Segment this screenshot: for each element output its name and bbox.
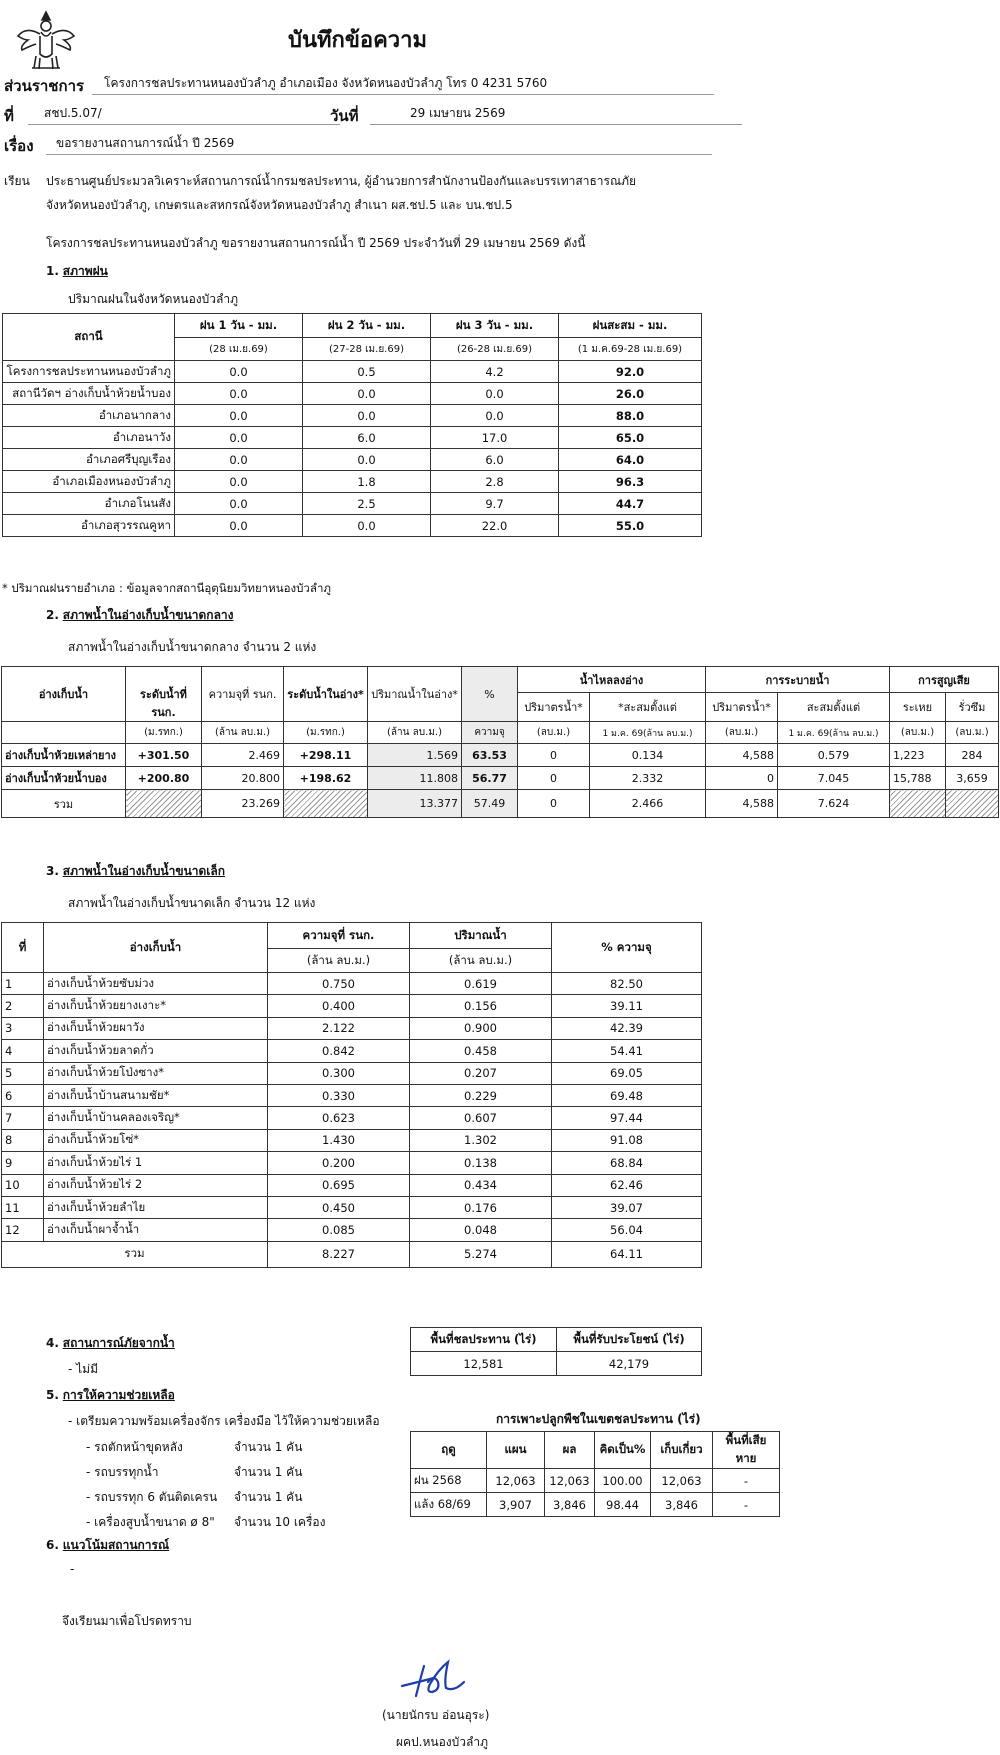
table-cell: อำเภอนากลาง bbox=[3, 405, 175, 427]
table-cell: +298.11 bbox=[284, 744, 368, 767]
table-cell: 6.0 bbox=[303, 427, 431, 449]
th-out-acc: สะสมตั้งแต่ bbox=[778, 693, 890, 722]
table-cell: 9 bbox=[2, 1152, 44, 1174]
th-small-no: ที่ bbox=[2, 923, 44, 973]
table-cell: 0.085 bbox=[268, 1219, 410, 1241]
med-total-out-acc: 7.624 bbox=[778, 790, 890, 818]
table-cell: 15,788 bbox=[890, 767, 946, 790]
table-cell: 69.05 bbox=[552, 1062, 702, 1084]
table-cell: 0.0 bbox=[431, 405, 559, 427]
table-cell: 0.0 bbox=[175, 383, 303, 405]
table-row bbox=[2, 1174, 702, 1196]
table-cell: 2.8 bbox=[431, 471, 559, 493]
table-cell: 65.0 bbox=[559, 427, 702, 449]
table-cell: 1,223 bbox=[890, 744, 946, 767]
table-cell: อ่างเก็บน้ำห้วยลำไย bbox=[44, 1196, 268, 1218]
intro-text: โครงการชลประทานหนองบัวลำภู ขอรายงานสถานการณ์น้ำ ปี 2569 ประจำวันที่ 29 เมษายน 2569 ดังนี้ bbox=[46, 236, 586, 250]
section-3-heading: 3. สภาพน้ำในอ่างเก็บน้ำขนาดเล็ก bbox=[46, 864, 226, 878]
section-2-sub: สภาพน้ำในอ่างเก็บน้ำขนาดกลาง จำนวน 2 แห่ง bbox=[68, 640, 317, 654]
table-cell: 0.450 bbox=[268, 1196, 410, 1218]
th-in-q: ปริมาตรน้ำ* bbox=[518, 693, 590, 722]
th-in-q-unit: (ลบ.ม.) bbox=[518, 722, 590, 744]
table-cell: +200.80 bbox=[126, 767, 202, 790]
table-row bbox=[3, 493, 702, 515]
subject-value: ขอรายงานสถานการณ์น้ำ ปี 2569 bbox=[46, 134, 712, 155]
table-cell: 3,659 bbox=[946, 767, 999, 790]
th-lvl: ระดับน้ำที่ รนก. bbox=[126, 667, 202, 722]
section-4-item: - ไม่มี bbox=[68, 1362, 98, 1376]
table-cell: - bbox=[713, 1469, 780, 1493]
table-cell: 0.579 bbox=[778, 744, 890, 767]
th-r3: ฝน 3 วัน - มม. bbox=[431, 314, 559, 338]
table-cell: 9.7 bbox=[431, 493, 559, 515]
th-pct-unit: ความจุ bbox=[462, 722, 518, 744]
table-cell: 3,907 bbox=[487, 1493, 545, 1517]
table-cell: 4,588 bbox=[706, 744, 778, 767]
th-small-cap-unit: (ล้าน ลบ.ม.) bbox=[268, 949, 410, 973]
table-cell: อ่างเก็บน้ำผาจ้ำน้ำ bbox=[44, 1219, 268, 1241]
med-total-label: รวม bbox=[2, 790, 126, 818]
table-row bbox=[3, 515, 702, 537]
aid-item-name: - เครื่องสูบน้ำขนาด ø 8" bbox=[86, 1515, 215, 1529]
table-row bbox=[3, 449, 702, 471]
table-cell: 7.045 bbox=[778, 767, 890, 790]
table-cell: 0.900 bbox=[410, 1017, 552, 1039]
table-cell: 55.0 bbox=[559, 515, 702, 537]
table-cell: 63.53 bbox=[462, 744, 518, 767]
table-cell: แล้ง 68/69 bbox=[411, 1493, 487, 1517]
table-row bbox=[2, 1129, 702, 1151]
table-cell: อ่างเก็บน้ำห้วยผาวัง bbox=[44, 1017, 268, 1039]
th-lvl-unit: (ม.รทก.) bbox=[126, 722, 202, 744]
table-row bbox=[2, 995, 702, 1017]
table-cell: อำเภอศรีบุญเรือง bbox=[3, 449, 175, 471]
table-cell: อ่างเก็บน้ำห้วยไร่ 1 bbox=[44, 1152, 268, 1174]
table-cell: 20.800 bbox=[202, 767, 284, 790]
th-station: สถานี bbox=[3, 314, 175, 361]
table-cell: 5 bbox=[2, 1062, 44, 1084]
table-cell: 0.0 bbox=[175, 361, 303, 383]
ref-value: สชป.5.07/ bbox=[28, 104, 340, 125]
table-cell: อ่างเก็บน้ำห้วยไร่ 2 bbox=[44, 1174, 268, 1196]
table-cell: 0.695 bbox=[268, 1174, 410, 1196]
th-harvest: เก็บเกี่ยว bbox=[651, 1432, 713, 1469]
table-cell: อ่างเก็บน้ำห้วยโซ่* bbox=[44, 1129, 268, 1151]
table-row bbox=[2, 1017, 702, 1039]
section-6-item: - bbox=[70, 1562, 75, 1576]
table-cell: สถานีวัดฯ อ่างเก็บน้ำห้วยน้ำบอง bbox=[3, 383, 175, 405]
table-row bbox=[2, 1084, 702, 1106]
table-cell: 7 bbox=[2, 1107, 44, 1129]
table-cell: โครงการชลประทานหนองบัวลำภู bbox=[3, 361, 175, 383]
th-out-acc-unit: 1 ม.ค. 69(ล้าน ลบ.ม.) bbox=[778, 722, 890, 744]
th-vol: ปริมาณน้ำในอ่าง* bbox=[368, 667, 462, 722]
section-3-sub: สภาพน้ำในอ่างเก็บน้ำขนาดเล็ก จำนวน 12 แห่ง bbox=[68, 896, 316, 910]
table-cell: 0.619 bbox=[410, 973, 552, 995]
th-area-benefit: พื้นที่รับประโยชน์ (ไร่) bbox=[557, 1328, 702, 1352]
table-cell: 0.0 bbox=[303, 449, 431, 471]
medium-reservoir-table bbox=[1, 666, 999, 818]
table-cell: 0.207 bbox=[410, 1062, 552, 1084]
table-cell: 0.0 bbox=[303, 405, 431, 427]
table-row bbox=[3, 471, 702, 493]
aid-item-qty: จำนวน 10 เครื่อง bbox=[234, 1515, 326, 1529]
table-cell: อำเภอสุวรรณคูหา bbox=[3, 515, 175, 537]
aid-item-qty: จำนวน 1 คัน bbox=[234, 1440, 303, 1454]
th-cap: ความจุที่ รนก. bbox=[202, 667, 284, 722]
th-seep: รั่วซึม bbox=[946, 693, 999, 722]
th-in-acc: *สะสมตั้งแต่ bbox=[590, 693, 706, 722]
table-cell: 0.0 bbox=[175, 449, 303, 471]
section-6-heading: 6. แนวโน้มสถานการณ์ bbox=[46, 1538, 170, 1552]
table-cell: อำเภอนาวัง bbox=[3, 427, 175, 449]
th-r3-date: (26-28 เม.ย.69) bbox=[431, 338, 559, 361]
th-evap: ระเหย bbox=[890, 693, 946, 722]
table-cell: 92.0 bbox=[559, 361, 702, 383]
table-row bbox=[2, 1196, 702, 1218]
dept-value: โครงการชลประทานหนองบัวลำภู อำเภอเมือง จังหวัดหนองบัวลำภู โทร 0 4231 5760 bbox=[92, 74, 714, 95]
th-vol-unit: (ล้าน ลบ.ม.) bbox=[368, 722, 462, 744]
table-row bbox=[3, 427, 702, 449]
table-cell: 44.7 bbox=[559, 493, 702, 515]
table-cell: 11.808 bbox=[368, 767, 462, 790]
table-cell: 6 bbox=[2, 1084, 44, 1106]
signature-icon bbox=[398, 1652, 472, 1706]
memo-title: บันทึกข้อความ bbox=[288, 28, 428, 53]
aid-item-qty: จำนวน 1 คัน bbox=[234, 1465, 303, 1479]
signer-name: (นายนักรบ อ่อนอุระ) bbox=[382, 1708, 490, 1722]
table-cell: 1.569 bbox=[368, 744, 462, 767]
table-cell: 0.0 bbox=[175, 493, 303, 515]
table-cell: 0.750 bbox=[268, 973, 410, 995]
table-cell: 4.2 bbox=[431, 361, 559, 383]
table-row bbox=[411, 1469, 780, 1493]
th-res: อ่างเก็บน้ำ bbox=[2, 667, 126, 722]
th-r1: ฝน 1 วัน - มม. bbox=[175, 314, 303, 338]
aid-item-name: - รถตักหน้าขุดหลัง bbox=[86, 1440, 183, 1454]
table-cell: 54.41 bbox=[552, 1040, 702, 1062]
th-r2: ฝน 2 วัน - มม. bbox=[303, 314, 431, 338]
table-row bbox=[411, 1493, 780, 1517]
small-total-vol: 5.274 bbox=[410, 1241, 552, 1267]
table-cell: 0 bbox=[518, 767, 590, 790]
med-total-in-acc: 2.466 bbox=[590, 790, 706, 818]
table-cell: 0.176 bbox=[410, 1196, 552, 1218]
th-damage: พื้นที่เสียหาย bbox=[713, 1432, 780, 1469]
th-cap-unit: (ล้าน ลบ.ม.) bbox=[202, 722, 284, 744]
table-cell: อ่างเก็บน้ำบ้านสนามชัย* bbox=[44, 1084, 268, 1106]
table-cell: 0.607 bbox=[410, 1107, 552, 1129]
th-result: ผล bbox=[545, 1432, 595, 1469]
subject-label: เรื่อง bbox=[4, 137, 34, 155]
date-value: 29 เมษายน 2569 bbox=[370, 104, 742, 125]
th-inflow: น้ำไหลลงอ่าง bbox=[518, 667, 706, 693]
to-label: เรียน bbox=[4, 174, 30, 188]
table-cell: 1.8 bbox=[303, 471, 431, 493]
th-cur: ระดับน้ำในอ่าง* bbox=[284, 667, 368, 722]
table-cell: 100.00 bbox=[595, 1469, 651, 1493]
signer-title: ผคป.หนองบัวลำภู bbox=[396, 1735, 489, 1749]
table-cell: 0.134 bbox=[590, 744, 706, 767]
table-cell: 82.50 bbox=[552, 973, 702, 995]
table-row bbox=[2, 1219, 702, 1241]
rainfall-note: * ปริมาณฝนรายอำเภอ : ข้อมูลจากสถานีอุตุนิยมวิทยาหนองบัวลำภู bbox=[2, 581, 331, 595]
th-release: การระบายน้ำ bbox=[706, 667, 890, 693]
table-cell: 0.0 bbox=[431, 383, 559, 405]
th-acc-date: (1 ม.ค.69-28 เม.ย.69) bbox=[559, 338, 702, 361]
table-row bbox=[2, 744, 999, 767]
table-cell: 284 bbox=[946, 744, 999, 767]
table-row bbox=[2, 767, 999, 790]
th-small-vol: ปริมาณน้ำ bbox=[410, 923, 552, 949]
table-cell: 0.0 bbox=[175, 471, 303, 493]
table-cell: 2.5 bbox=[303, 493, 431, 515]
th-out-q-unit: (ลบ.ม.) bbox=[706, 722, 778, 744]
th-r1-date: (28 เม.ย.69) bbox=[175, 338, 303, 361]
med-total-out-q: 4,588 bbox=[706, 790, 778, 818]
th-out-q: ปริมาตรน้ำ* bbox=[706, 693, 778, 722]
table-cell: 64.0 bbox=[559, 449, 702, 471]
table-cell: 3,846 bbox=[545, 1493, 595, 1517]
ref-label: ที่ bbox=[4, 107, 14, 125]
table-cell: 6.0 bbox=[431, 449, 559, 471]
table-row bbox=[2, 1152, 702, 1174]
table-row bbox=[2, 1107, 702, 1129]
area-benefit-value: 42,179 bbox=[557, 1352, 702, 1376]
table-row bbox=[2, 1040, 702, 1062]
table-cell: 56.77 bbox=[462, 767, 518, 790]
table-cell: อ่างเก็บน้ำห้วยซับม่วง bbox=[44, 973, 268, 995]
garuda-emblem-icon bbox=[14, 6, 78, 72]
table-cell: 97.44 bbox=[552, 1107, 702, 1129]
th-loss: การสูญเสีย bbox=[890, 667, 999, 693]
table-cell: อำเภอเมืองหนองบัวลำภู bbox=[3, 471, 175, 493]
table-cell: 91.08 bbox=[552, 1129, 702, 1151]
table-cell: ฝน 2568 bbox=[411, 1469, 487, 1493]
table-cell: 10 bbox=[2, 1174, 44, 1196]
table-cell: 12,063 bbox=[545, 1469, 595, 1493]
table-cell: 2.122 bbox=[268, 1017, 410, 1039]
small-total-pct: 64.11 bbox=[552, 1241, 702, 1267]
table-cell: 2.332 bbox=[590, 767, 706, 790]
med-total-pct: 57.49 bbox=[462, 790, 518, 818]
aid-item-qty: จำนวน 1 คัน bbox=[234, 1490, 303, 1504]
table-cell: 2 bbox=[2, 995, 44, 1017]
table-cell: 0.048 bbox=[410, 1219, 552, 1241]
th-area-irrigated: พื้นที่ชลประทาน (ไร่) bbox=[411, 1328, 557, 1352]
table-cell: 0 bbox=[706, 767, 778, 790]
table-cell: 0.138 bbox=[410, 1152, 552, 1174]
table-cell: 12 bbox=[2, 1219, 44, 1241]
table-cell: 0.5 bbox=[303, 361, 431, 383]
table-cell: 12,063 bbox=[487, 1469, 545, 1493]
table-cell: 0.400 bbox=[268, 995, 410, 1017]
table-cell: 0.0 bbox=[175, 515, 303, 537]
area-irrigated-value: 12,581 bbox=[411, 1352, 557, 1376]
to-line-2: จังหวัดหนองบัวลำภู, เกษตรและสหกรณ์จังหวัดหนองบัวลำภู สำเนา ผส.ชป.5 และ บน.ชป.5 bbox=[46, 198, 513, 212]
table-cell: 0.0 bbox=[175, 405, 303, 427]
th-small-cap: ความจุที่ รนก. bbox=[268, 923, 410, 949]
table-cell: 0.156 bbox=[410, 995, 552, 1017]
section-4-heading: 4. สถานการณ์ภัยจากน้ำ bbox=[46, 1336, 175, 1350]
table-cell: 96.3 bbox=[559, 471, 702, 493]
table-cell: 0.434 bbox=[410, 1174, 552, 1196]
table-cell: 0.330 bbox=[268, 1084, 410, 1106]
table-cell: 0.200 bbox=[268, 1152, 410, 1174]
aid-item-name: - รถบรรทุก 6 ตันติดเครน bbox=[86, 1490, 218, 1504]
crop-table bbox=[410, 1431, 780, 1517]
th-r2-date: (27-28 เม.ย.69) bbox=[303, 338, 431, 361]
table-row bbox=[3, 383, 702, 405]
med-total-vol: 13.377 bbox=[368, 790, 462, 818]
table-cell: 56.04 bbox=[552, 1219, 702, 1241]
table-cell: 1 bbox=[2, 973, 44, 995]
th-in-acc-unit: 1 ม.ค. 69(ล้าน ลบ.ม.) bbox=[590, 722, 706, 744]
table-cell: 3 bbox=[2, 1017, 44, 1039]
table-cell: +198.62 bbox=[284, 767, 368, 790]
table-cell: 0.0 bbox=[303, 383, 431, 405]
closing-text: จึงเรียนมาเพื่อโปรดทราบ bbox=[62, 1614, 192, 1628]
table-cell: 0.458 bbox=[410, 1040, 552, 1062]
th-acc: ฝนสะสม - มม. bbox=[559, 314, 702, 338]
table-cell: 26.0 bbox=[559, 383, 702, 405]
table-cell: 3,846 bbox=[651, 1493, 713, 1517]
table-cell: 62.46 bbox=[552, 1174, 702, 1196]
table-cell: 0.300 bbox=[268, 1062, 410, 1084]
table-cell: - bbox=[713, 1493, 780, 1517]
th-plan: แผน bbox=[487, 1432, 545, 1469]
date-label: วันที่ bbox=[330, 107, 359, 125]
table-cell: +301.50 bbox=[126, 744, 202, 767]
th-pct: % bbox=[462, 667, 518, 722]
med-total-cap: 23.269 bbox=[202, 790, 284, 818]
table-cell: 68.84 bbox=[552, 1152, 702, 1174]
table-cell: 0.0 bbox=[303, 515, 431, 537]
aid-item-name: - รถบรรทุกน้ำ bbox=[86, 1465, 159, 1479]
table-cell: 0.842 bbox=[268, 1040, 410, 1062]
table-cell: อ่างเก็บน้ำบ้านคลองเจริญ* bbox=[44, 1107, 268, 1129]
table-cell: 0.0 bbox=[175, 427, 303, 449]
table-cell: 1.302 bbox=[410, 1129, 552, 1151]
table-row bbox=[3, 405, 702, 427]
table-cell: 11 bbox=[2, 1196, 44, 1218]
table-cell: 17.0 bbox=[431, 427, 559, 449]
rainfall-table bbox=[2, 313, 702, 537]
section-2-heading: 2. สภาพน้ำในอ่างเก็บน้ำขนาดกลาง bbox=[46, 608, 234, 622]
table-cell: 0.229 bbox=[410, 1084, 552, 1106]
th-small-vol-unit: (ล้าน ลบ.ม.) bbox=[410, 949, 552, 973]
table-cell: 8 bbox=[2, 1129, 44, 1151]
small-total-label: รวม bbox=[2, 1241, 268, 1267]
section-1-heading: 1. สภาพฝน bbox=[46, 264, 108, 278]
table-cell: อ่างเก็บน้ำห้วยเหล่ายาง bbox=[2, 744, 126, 767]
table-cell: 12,063 bbox=[651, 1469, 713, 1493]
area-table bbox=[410, 1327, 702, 1376]
table-cell: 4 bbox=[2, 1040, 44, 1062]
crop-title: การเพาะปลูกพืชในเขตชลประทาน (ไร่) bbox=[496, 1412, 701, 1426]
table-cell: อำเภอโนนสัง bbox=[3, 493, 175, 515]
table-cell: 98.44 bbox=[595, 1493, 651, 1517]
th-small-res: อ่างเก็บน้ำ bbox=[44, 923, 268, 973]
table-cell: อ่างเก็บน้ำห้วยน้ำบอง bbox=[2, 767, 126, 790]
dept-label: ส่วนราชการ bbox=[4, 77, 85, 95]
small-reservoir-table bbox=[1, 922, 702, 1268]
to-line-1: ประธานศูนย์ประมวลวิเคราะห์สถานการณ์น้ำกรมชลประทาน, ผู้อำนวยการสำนักงานป้องกันและบรรเทาสาธารณภัย bbox=[46, 174, 637, 188]
table-row bbox=[2, 1062, 702, 1084]
small-total-cap: 8.227 bbox=[268, 1241, 410, 1267]
th-cur-unit: (ม.รทก.) bbox=[284, 722, 368, 744]
table-cell: 1.430 bbox=[268, 1129, 410, 1151]
med-total-in-q: 0 bbox=[518, 790, 590, 818]
table-cell: 2.469 bbox=[202, 744, 284, 767]
table-cell: 88.0 bbox=[559, 405, 702, 427]
table-cell: 39.07 bbox=[552, 1196, 702, 1218]
table-cell: 22.0 bbox=[431, 515, 559, 537]
table-cell: 69.48 bbox=[552, 1084, 702, 1106]
section-5-intro: - เตรียมความพร้อมเครื่องจักร เครื่องมือ ไว้ให้ความช่วยเหลือ bbox=[68, 1414, 380, 1428]
th-crop-pct: คิดเป็น% bbox=[595, 1432, 651, 1469]
table-row bbox=[3, 361, 702, 383]
table-cell: 39.11 bbox=[552, 995, 702, 1017]
table-cell: 0.623 bbox=[268, 1107, 410, 1129]
table-cell: 42.39 bbox=[552, 1017, 702, 1039]
table-row bbox=[2, 973, 702, 995]
section-1-sub: ปริมาณฝนในจังหวัดหนองบัวลำภู bbox=[68, 292, 239, 306]
th-evap-unit: (ลบ.ม.) bbox=[890, 722, 946, 744]
table-cell: อ่างเก็บน้ำห้วยโป่งซาง* bbox=[44, 1062, 268, 1084]
th-seep-unit: (ลบ.ม.) bbox=[946, 722, 999, 744]
th-season: ฤดู bbox=[411, 1432, 487, 1469]
table-cell: อ่างเก็บน้ำห้วยลาดกั่ว bbox=[44, 1040, 268, 1062]
table-cell: 0 bbox=[518, 744, 590, 767]
table-cell: อ่างเก็บน้ำห้วยยางเงาะ* bbox=[44, 995, 268, 1017]
section-5-heading: 5. การให้ความช่วยเหลือ bbox=[46, 1388, 175, 1402]
th-small-pct: % ความจุ bbox=[552, 923, 702, 973]
